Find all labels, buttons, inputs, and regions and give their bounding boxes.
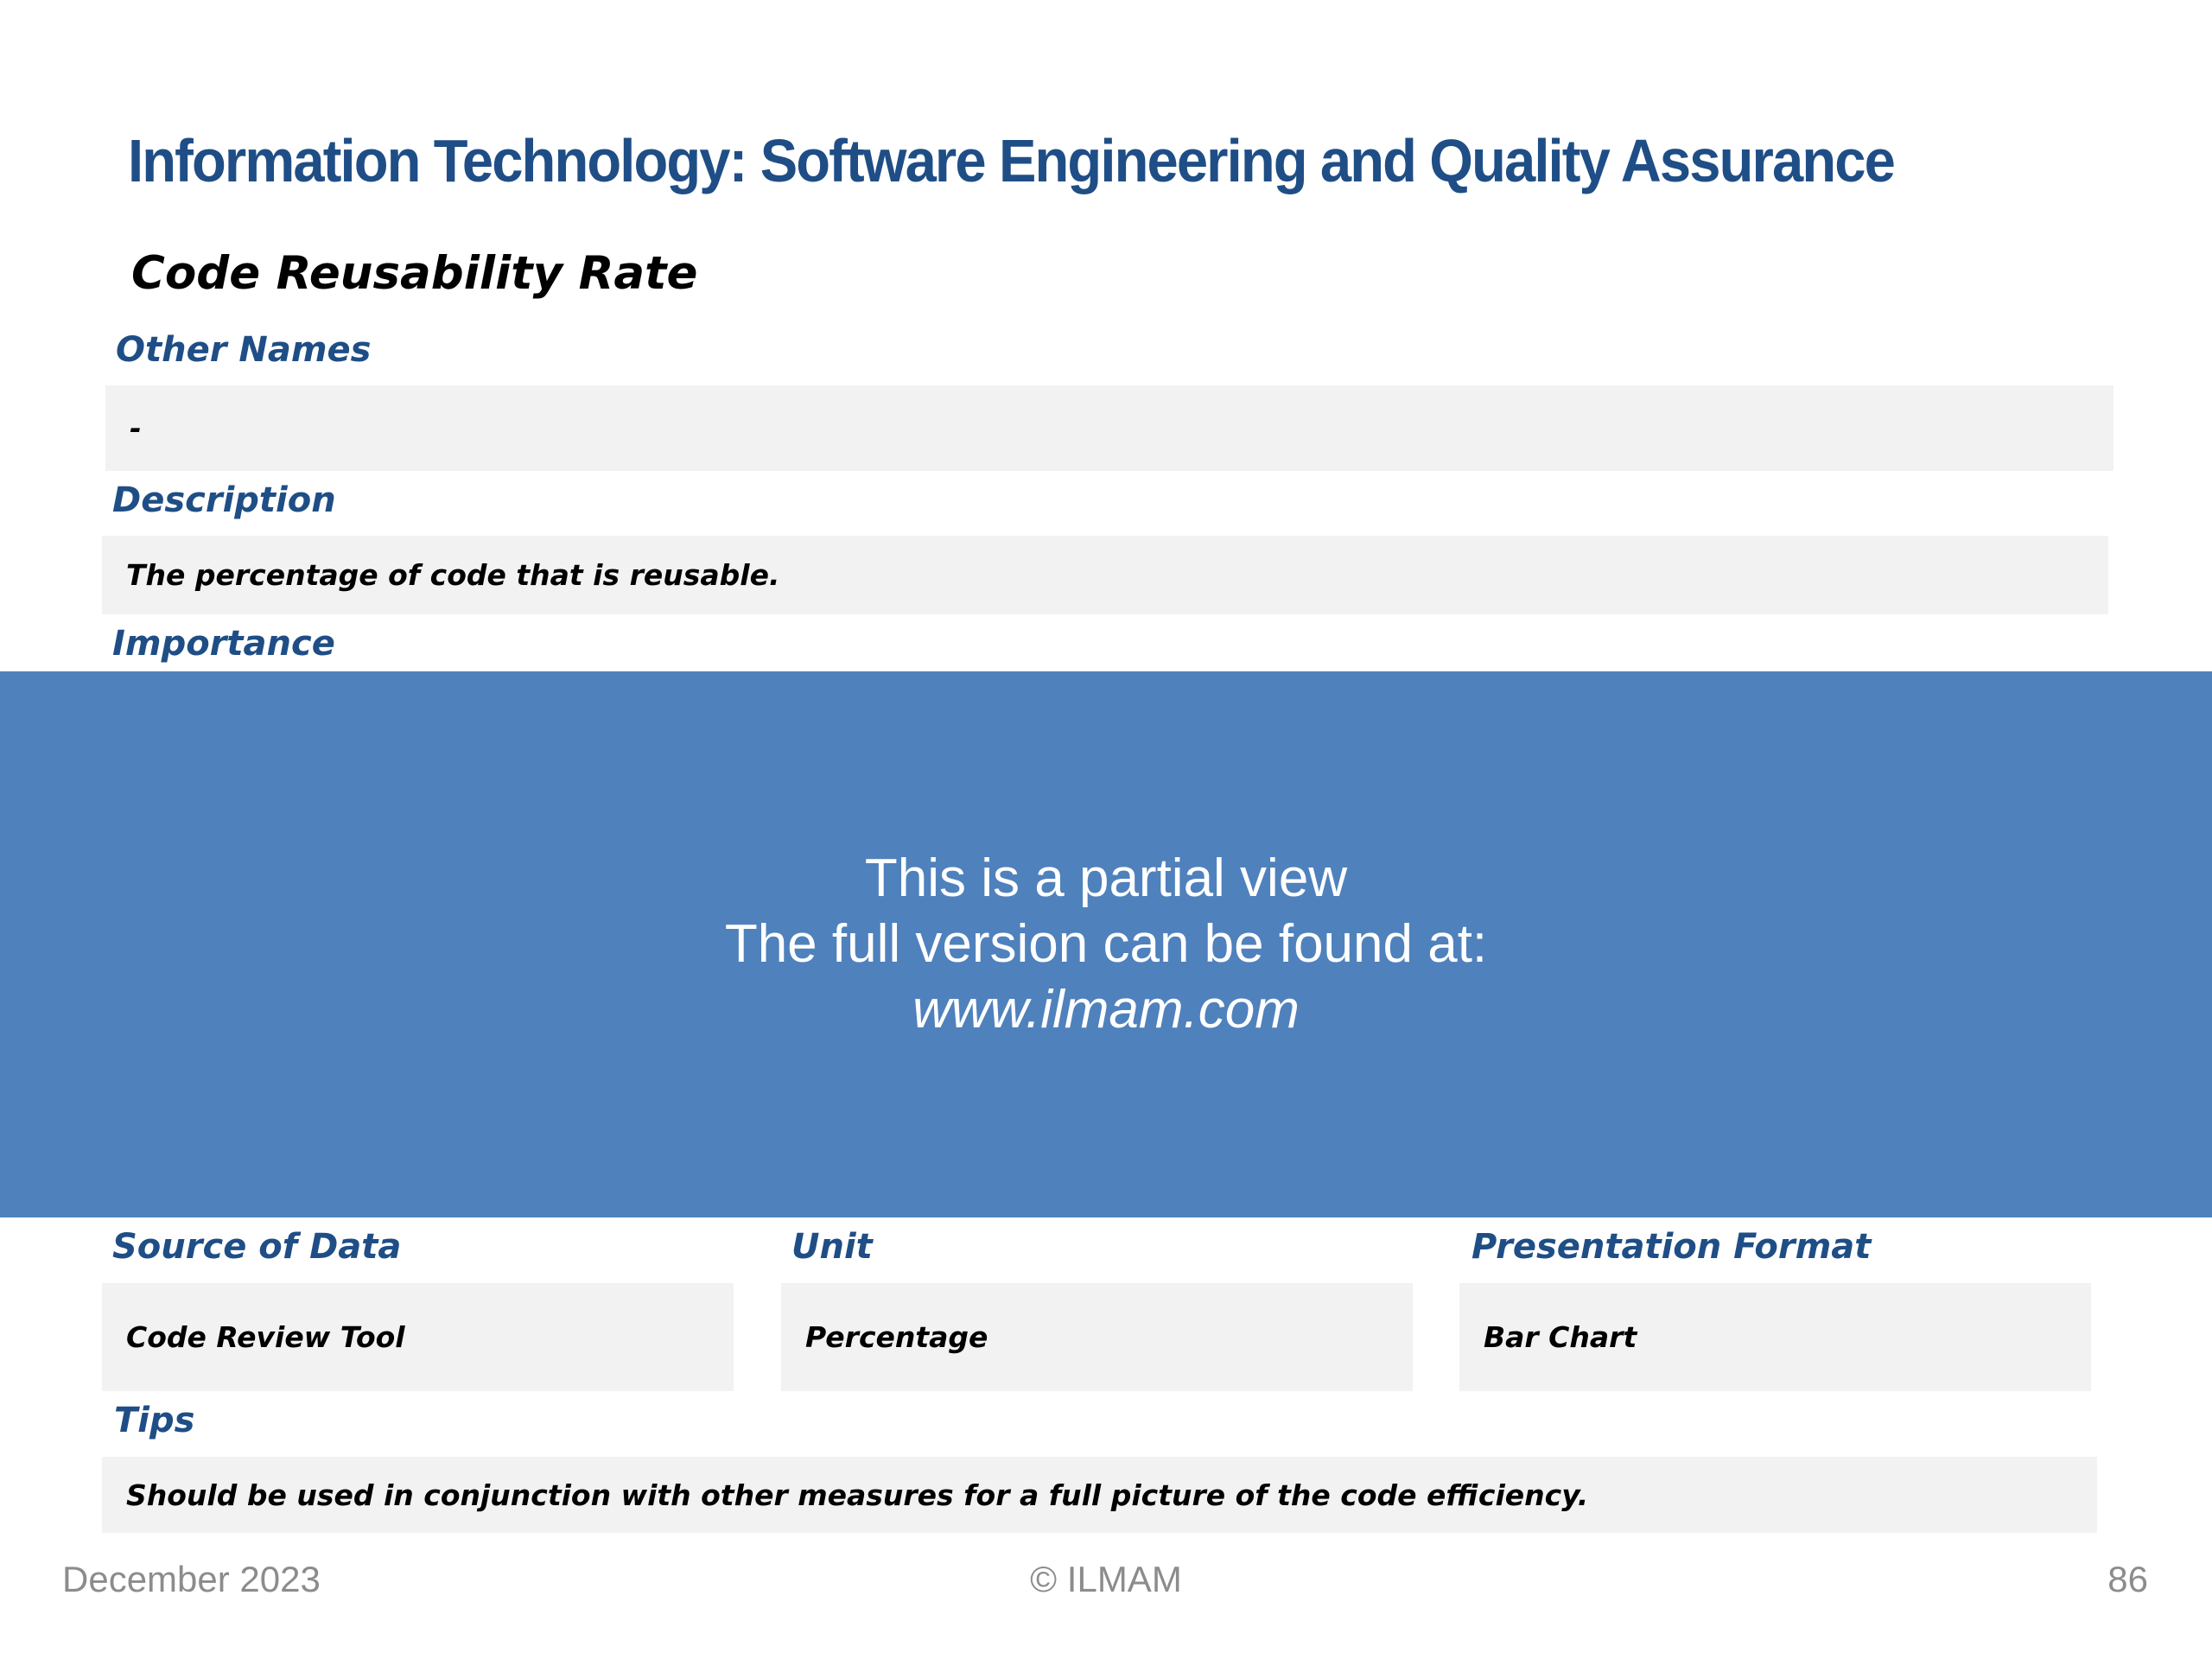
description-value: The percentage of code that is reusable. — [126, 558, 780, 592]
source-of-data-box — [102, 1283, 734, 1391]
partial-view-banner — [0, 671, 2212, 1217]
page-number: 86 — [2107, 1559, 2148, 1599]
presentation-format-value: Bar Chart — [1484, 1320, 1637, 1354]
description-label: Description — [112, 480, 336, 520]
unit-label: Unit — [791, 1227, 873, 1267]
page-title: Information Technology: Software Engineering and Quality Assurance — [128, 127, 1894, 194]
footer-date: December 2023 — [62, 1559, 321, 1599]
other-names-label: Other Names — [116, 330, 372, 370]
tips-value: Should be used in conjunction with other measures for a full picture of the code efficiency. — [126, 1478, 1589, 1512]
presentation-format-box — [1459, 1283, 2091, 1391]
importance-label: Importance — [112, 624, 335, 664]
footer-copyright: © ILMAM — [1030, 1559, 1182, 1599]
source-of-data-label: Source of Data — [112, 1227, 402, 1267]
banner-line-1: This is a partial view — [864, 849, 1348, 908]
banner-url[interactable]: www.ilmam.com — [912, 980, 1300, 1039]
tips-label: Tips — [114, 1401, 195, 1440]
other-names-box — [105, 385, 2113, 471]
metric-name: Code Reusability Rate — [131, 247, 698, 300]
unit-box — [781, 1283, 1413, 1391]
banner-line-2: The full version can be found at: — [724, 914, 1488, 974]
source-of-data-value: Code Review Tool — [126, 1320, 405, 1354]
other-names-value: - — [130, 411, 142, 445]
tips-box — [102, 1457, 2097, 1533]
presentation-format-label: Presentation Format — [1471, 1227, 1872, 1267]
unit-value: Percentage — [805, 1320, 988, 1354]
description-box — [102, 536, 2108, 614]
